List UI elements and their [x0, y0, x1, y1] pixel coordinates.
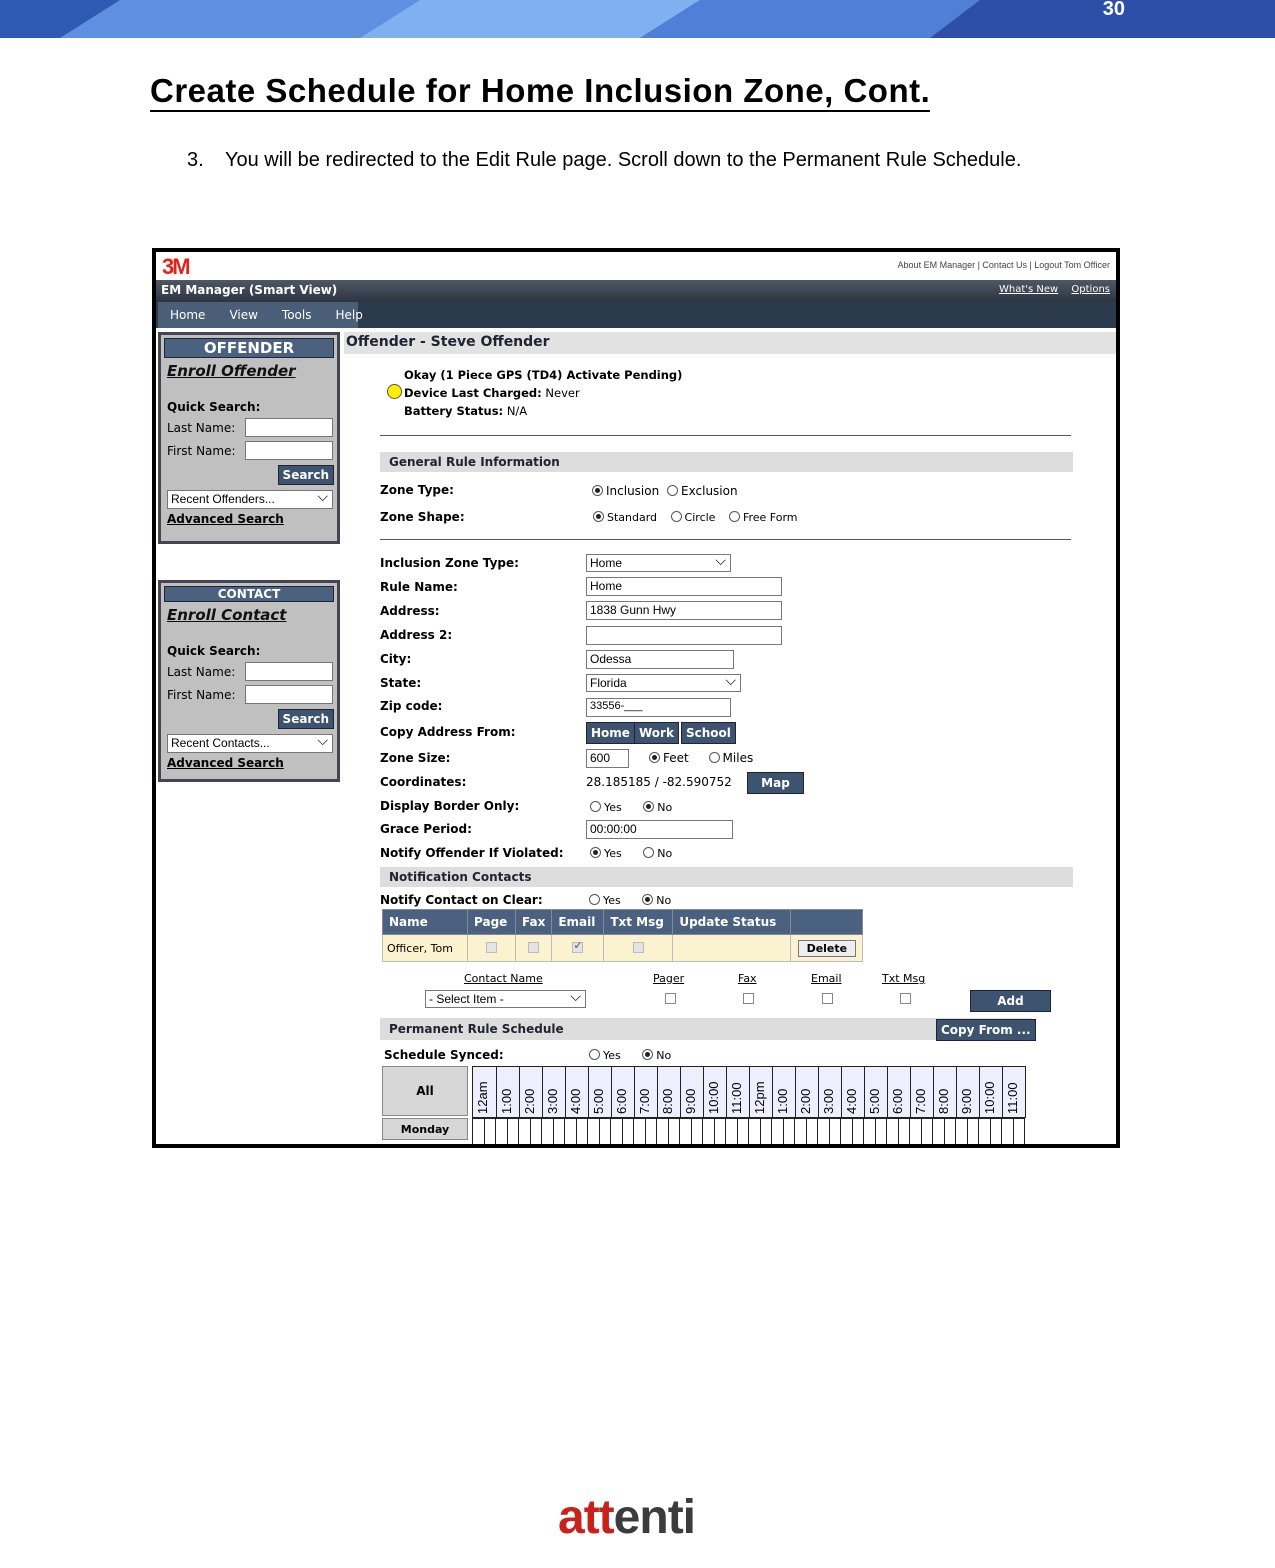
- col-actions: [791, 910, 863, 935]
- add-email-header: Email: [811, 972, 842, 985]
- schedule-slot[interactable]: [726, 1118, 738, 1148]
- notification-contacts-header: Notification Contacts: [380, 867, 1073, 887]
- battery-value: N/A: [506, 404, 528, 418]
- hour-label: 8:00: [660, 1088, 675, 1114]
- contact-select[interactable]: - Select Item - ⌵: [425, 990, 586, 1008]
- logo-part-a: att: [558, 1491, 614, 1544]
- add-fax-checkbox[interactable]: [743, 993, 754, 1004]
- app-screenshot: [152, 248, 1120, 1148]
- add-contact-button[interactable]: Add: [970, 990, 1051, 1012]
- hour-header[interactable]: [933, 1067, 956, 1117]
- hour-header[interactable]: [565, 1067, 588, 1117]
- schedule-slot[interactable]: [968, 1118, 980, 1148]
- copy-school-button[interactable]: School: [681, 722, 736, 744]
- copy-work-button[interactable]: Work: [634, 722, 679, 744]
- hour-header[interactable]: [795, 1067, 818, 1117]
- schedule-slot[interactable]: [611, 1118, 623, 1148]
- page-number: 30: [1102, 0, 1125, 20]
- contacts-table: [382, 909, 863, 962]
- synced-yes-radio[interactable]: [589, 1049, 600, 1060]
- hour-header[interactable]: [956, 1067, 979, 1117]
- txt-cell: [604, 935, 673, 962]
- copy-from-button[interactable]: Copy From ...: [936, 1019, 1036, 1041]
- notify-clear-options: [589, 894, 671, 907]
- hour-header[interactable]: [657, 1067, 680, 1117]
- delete-cell: [791, 935, 863, 962]
- schedule-slot[interactable]: [991, 1118, 1003, 1148]
- hour-header[interactable]: [634, 1067, 657, 1117]
- schedule-slot[interactable]: [600, 1118, 612, 1148]
- select-all-button[interactable]: All: [382, 1066, 468, 1116]
- contact-first-name-label: First Name:: [167, 687, 236, 702]
- col-update-status: Update Status: [673, 910, 791, 935]
- schedule-slot[interactable]: [956, 1118, 968, 1148]
- hour-label: 2:00: [522, 1088, 537, 1114]
- hour-label: 5:00: [867, 1088, 882, 1114]
- notify-clear-label: Notify Contact on Clear:: [380, 893, 543, 907]
- step-text: You will be redirected to the Edit Rule page. Scroll down to the Permanent Rule Schedule.: [225, 149, 1022, 171]
- rule-name-label: Rule Name:: [380, 580, 458, 594]
- schedule-slot[interactable]: [554, 1118, 566, 1148]
- offender-search-button[interactable]: Search: [278, 465, 334, 485]
- schedule-slot[interactable]: [496, 1118, 508, 1148]
- schedule-slot[interactable]: [922, 1118, 934, 1148]
- hour-label: 12am: [475, 1081, 490, 1114]
- hour-label: 3:00: [545, 1088, 560, 1114]
- hour-label: 10:00: [982, 1081, 997, 1114]
- hour-label: 8:00: [936, 1088, 951, 1114]
- hour-header[interactable]: [749, 1067, 772, 1117]
- page-header-banner: [0, 0, 1275, 38]
- shape-freeform-radio[interactable]: [729, 511, 740, 522]
- schedule-slot[interactable]: [715, 1118, 727, 1148]
- schedule-slot[interactable]: [703, 1118, 715, 1148]
- quick-search-label: Quick Search:: [167, 400, 261, 414]
- schedule-slot[interactable]: [772, 1118, 784, 1148]
- notify-yes-radio[interactable]: [590, 847, 601, 858]
- no-label: No: [656, 894, 672, 907]
- schedule-slot[interactable]: [473, 1118, 485, 1148]
- clear-no-radio[interactable]: [642, 894, 653, 905]
- feet-label: Feet: [663, 751, 689, 765]
- contact-last-name-label: Last Name:: [167, 664, 236, 679]
- hour-header[interactable]: [841, 1067, 864, 1117]
- coordinates-value: 28.185185 / -82.590752: [586, 775, 732, 789]
- add-pager-checkbox[interactable]: [665, 993, 676, 1004]
- clear-yes-radio[interactable]: [589, 894, 600, 905]
- hour-header[interactable]: [473, 1067, 496, 1117]
- coordinates-label: Coordinates:: [380, 775, 467, 789]
- shape-standard-radio[interactable]: [593, 511, 604, 522]
- col-page: Page: [468, 910, 516, 935]
- add-txt-checkbox[interactable]: [900, 993, 911, 1004]
- col-txt-msg: Txt Msg: [604, 910, 673, 935]
- attenti-logo: [558, 1490, 695, 1545]
- hour-header[interactable]: [864, 1067, 887, 1117]
- schedule-slot[interactable]: [669, 1118, 681, 1148]
- hour-label: 4:00: [568, 1088, 583, 1114]
- zone-type-exclusion-radio[interactable]: [667, 485, 678, 496]
- last-name-row: [167, 418, 334, 437]
- city-label: City:: [380, 652, 412, 666]
- no-label: No: [657, 801, 673, 814]
- schedule-slot[interactable]: [853, 1118, 865, 1148]
- delete-button[interactable]: Delete: [798, 940, 857, 957]
- first-name-label: First Name:: [167, 443, 236, 458]
- schedule-slot[interactable]: [680, 1118, 692, 1148]
- hour-label: 2:00: [798, 1088, 813, 1114]
- add-pager-header: Pager: [653, 972, 685, 985]
- zone-type-inclusion-radio[interactable]: [592, 485, 603, 496]
- copy-from-label: Copy Address From:: [380, 725, 516, 739]
- schedule-slot[interactable]: [749, 1118, 761, 1148]
- app-topbar: [156, 252, 1116, 280]
- schedule-slot[interactable]: [945, 1118, 957, 1148]
- hour-label: 1:00: [775, 1088, 790, 1114]
- miles-label: Miles: [722, 751, 754, 765]
- zip-input[interactable]: 33556-___: [586, 698, 731, 717]
- schedule-slot[interactable]: [634, 1118, 646, 1148]
- col-fax: Fax: [516, 910, 552, 935]
- charged-value: Never: [545, 386, 580, 400]
- status-indicator-icon: [387, 384, 402, 399]
- hour-header[interactable]: [910, 1067, 933, 1117]
- schedule-slot[interactable]: [899, 1118, 911, 1148]
- standard-label: Standard: [607, 511, 658, 524]
- update-status-cell: [673, 935, 791, 962]
- schedule-slot[interactable]: [738, 1118, 750, 1148]
- last-name-label: Last Name:: [167, 420, 236, 435]
- contact-first-name-row: [167, 685, 334, 704]
- border-no-radio[interactable]: [643, 801, 654, 812]
- schedule-slot[interactable]: [795, 1118, 807, 1148]
- monday-slots: [472, 1118, 1025, 1148]
- hour-label: 7:00: [913, 1088, 928, 1114]
- divider: [380, 435, 1071, 436]
- copy-home-button[interactable]: Home: [586, 722, 635, 744]
- state-label: State:: [380, 676, 422, 690]
- contact-quick-search-label: Quick Search:: [167, 644, 261, 658]
- hour-header[interactable]: [680, 1067, 703, 1117]
- zip-label: Zip code:: [380, 699, 443, 713]
- page-checkbox[interactable]: [486, 942, 497, 953]
- zone-shape-options: [593, 511, 798, 524]
- notify-offender-options: [590, 847, 672, 860]
- hour-header[interactable]: [542, 1067, 565, 1117]
- hour-header[interactable]: [1002, 1067, 1025, 1117]
- schedule-slot[interactable]: [1014, 1118, 1026, 1148]
- city-input[interactable]: Odessa: [586, 650, 734, 669]
- schedule-slot[interactable]: [910, 1118, 922, 1148]
- rule-name-input[interactable]: Home: [586, 577, 782, 596]
- schedule-slot[interactable]: [761, 1118, 773, 1148]
- contact-search-button[interactable]: Search: [278, 709, 334, 729]
- schedule-slot[interactable]: [577, 1118, 589, 1148]
- hour-header[interactable]: [496, 1067, 519, 1117]
- display-border-options: [590, 801, 672, 814]
- email-cell: [552, 935, 604, 962]
- schedule-slot[interactable]: [565, 1118, 577, 1148]
- no-label: No: [656, 1049, 672, 1062]
- schedule-slot[interactable]: [646, 1118, 658, 1148]
- options-link[interactable]: Options: [1071, 284, 1110, 295]
- zone-type-options: [592, 484, 738, 498]
- offender-panel-header: OFFENDER: [164, 338, 334, 358]
- yes-label: Yes: [604, 847, 622, 860]
- schedule-slot[interactable]: [876, 1118, 888, 1148]
- hour-headers: [472, 1066, 1026, 1118]
- hour-header[interactable]: [818, 1067, 841, 1117]
- offender-last-name-input[interactable]: [245, 418, 333, 437]
- status-line: Okay (1 Piece GPS (TD4) Activate Pending): [404, 368, 683, 382]
- hour-header[interactable]: [519, 1067, 542, 1117]
- col-email: Email: [552, 910, 604, 935]
- synced-no-radio[interactable]: [642, 1049, 653, 1060]
- main-content: [344, 332, 1116, 907]
- zone-shape-label: Zone Shape:: [380, 510, 465, 524]
- add-email-checkbox[interactable]: [822, 993, 833, 1004]
- app-titlebar: [156, 280, 1116, 302]
- contact-last-name-input[interactable]: [245, 662, 333, 681]
- schedule-slot[interactable]: [807, 1118, 819, 1148]
- units-feet-radio[interactable]: [649, 752, 660, 763]
- recent-contacts-select[interactable]: Recent Contacts... ⌵: [167, 734, 333, 753]
- hour-label: 11:00: [729, 1082, 744, 1114]
- top-links[interactable]: About EM Manager | Contact Us | Logout Tom Officer: [897, 260, 1110, 270]
- hour-label: 9:00: [959, 1088, 974, 1114]
- hour-label: 3:00: [821, 1088, 836, 1114]
- display-border-label: Display Border Only:: [380, 799, 520, 813]
- exclusion-label: Exclusion: [681, 484, 738, 498]
- border-yes-radio[interactable]: [590, 801, 601, 812]
- free-form-label: Free Form: [742, 511, 798, 524]
- contact-panel-header: CONTACT: [164, 586, 334, 602]
- hour-label: 10:00: [706, 1081, 721, 1114]
- schedule-slot[interactable]: [542, 1118, 554, 1148]
- offender-header: Offender - Steve Offender: [344, 332, 1116, 354]
- col-name: Name: [383, 910, 468, 935]
- schedule-synced-options: [589, 1049, 671, 1062]
- address-label: Address:: [380, 604, 440, 618]
- general-rule-header: General Rule Information: [380, 452, 1073, 472]
- add-fax-header: Fax: [738, 972, 757, 985]
- units-miles-radio[interactable]: [709, 752, 720, 763]
- state-select[interactable]: Florida ⌵: [586, 674, 741, 692]
- zone-size-label: Zone Size:: [380, 751, 451, 765]
- schedule-slot[interactable]: [818, 1118, 830, 1148]
- schedule-slot[interactable]: [508, 1118, 520, 1148]
- zone-size-input[interactable]: 600: [586, 749, 629, 768]
- yes-label: Yes: [603, 894, 621, 907]
- permanent-schedule-header: Permanent Rule Schedule: [380, 1018, 1032, 1040]
- zone-type-label: Zone Type:: [380, 483, 454, 497]
- inclusion-label: Inclusion: [606, 484, 660, 498]
- menu: [158, 302, 363, 328]
- first-name-row: [167, 441, 334, 460]
- email-checkbox[interactable]: [572, 942, 583, 953]
- schedule-slot[interactable]: [588, 1118, 600, 1148]
- grace-period-input[interactable]: 00:00:00: [586, 820, 733, 839]
- app-title: EM Manager (Smart View): [161, 283, 338, 297]
- offender-first-name-input[interactable]: [245, 441, 333, 460]
- enroll-offender-link[interactable]: Enroll Offender: [167, 362, 296, 380]
- hour-header[interactable]: [979, 1067, 1002, 1117]
- menu-view[interactable]: View: [229, 308, 258, 322]
- schedule-slot[interactable]: [519, 1118, 531, 1148]
- notify-no-radio[interactable]: [643, 847, 654, 858]
- txt-checkbox[interactable]: [633, 942, 644, 953]
- divider: [380, 539, 1071, 540]
- table-row: [383, 935, 863, 962]
- inclusion-zone-type-select[interactable]: Home ⌵: [586, 554, 731, 572]
- page-title: Create Schedule for Home Inclusion Zone, Cont.: [150, 72, 930, 112]
- hour-label: 12pm: [752, 1081, 767, 1114]
- map-button[interactable]: Map: [747, 772, 804, 794]
- schedule-slot[interactable]: [531, 1118, 543, 1148]
- menu-help[interactable]: Help: [335, 308, 363, 322]
- hour-header[interactable]: [772, 1067, 795, 1117]
- hour-header[interactable]: [703, 1067, 726, 1117]
- 3m-logo: 3M: [162, 254, 189, 279]
- hour-label: 6:00: [890, 1088, 905, 1114]
- schedule-slot[interactable]: [623, 1118, 635, 1148]
- enroll-contact-link[interactable]: Enroll Contact: [167, 606, 287, 624]
- shape-circle-radio[interactable]: [671, 511, 682, 522]
- circle-label: Circle: [684, 511, 716, 524]
- whats-new-link[interactable]: What's New: [998, 284, 1059, 295]
- fax-cell: [516, 935, 552, 962]
- schedule-slot[interactable]: [933, 1118, 945, 1148]
- instruction-step: [187, 145, 1045, 175]
- hour-label: 1:00: [499, 1088, 514, 1114]
- contact-name-cell: Officer, Tom: [383, 935, 468, 962]
- address2-input[interactable]: [586, 626, 782, 645]
- table-header: [383, 910, 863, 935]
- schedule-slot[interactable]: [692, 1118, 704, 1148]
- offender-panel: [158, 332, 340, 544]
- contact-panel: [158, 580, 340, 782]
- schedule-synced-label: Schedule Synced:: [384, 1048, 504, 1062]
- address-input[interactable]: 1838 Gunn Hwy: [586, 601, 782, 620]
- zone-size-units: [649, 751, 753, 765]
- title-links: [989, 284, 1110, 295]
- schedule-slot[interactable]: [979, 1118, 991, 1148]
- schedule-slot[interactable]: [784, 1118, 796, 1148]
- fax-checkbox[interactable]: [528, 942, 539, 953]
- hour-label: 5:00: [591, 1088, 606, 1114]
- schedule-slot[interactable]: [830, 1118, 842, 1148]
- hour-label: 9:00: [683, 1088, 698, 1114]
- contact-advanced-search-link[interactable]: Advanced Search: [167, 756, 284, 770]
- day-monday[interactable]: Monday: [382, 1118, 468, 1140]
- yes-label: Yes: [604, 801, 622, 814]
- contact-last-name-row: [167, 662, 334, 681]
- step-number: 3.: [187, 149, 204, 171]
- add-txt-msg-header: Txt Msg: [882, 972, 926, 985]
- schedule-slot[interactable]: [841, 1118, 853, 1148]
- schedule-slot[interactable]: [657, 1118, 669, 1148]
- hour-header[interactable]: [887, 1067, 910, 1117]
- hour-header[interactable]: [588, 1067, 611, 1117]
- address2-label: Address 2:: [380, 628, 453, 642]
- inclusion-zone-type-label: Inclusion Zone Type:: [380, 556, 519, 570]
- offender-advanced-search-link[interactable]: Advanced Search: [167, 512, 284, 526]
- recent-offenders-select[interactable]: Recent Offenders... ⌵: [167, 490, 333, 509]
- hour-header[interactable]: [611, 1067, 634, 1117]
- device-status: [404, 366, 682, 420]
- hour-label: 4:00: [844, 1088, 859, 1114]
- yes-label: Yes: [603, 1049, 621, 1062]
- hour-label: 6:00: [614, 1088, 629, 1114]
- contact-first-name-input[interactable]: [245, 685, 333, 704]
- battery-label: Battery Status:: [404, 404, 504, 418]
- notify-offender-label: Notify Offender If Violated:: [380, 846, 564, 860]
- page-cell: [468, 935, 516, 962]
- schedule-slot[interactable]: [864, 1118, 876, 1148]
- hour-label: 7:00: [637, 1088, 652, 1114]
- schedule-slot[interactable]: [485, 1118, 497, 1148]
- hour-label: 11:00: [1005, 1082, 1020, 1114]
- banner-graphic: [0, 0, 1275, 38]
- menu-bar: [156, 302, 1116, 328]
- menu-home[interactable]: Home: [170, 308, 206, 322]
- add-contact-name-header: Contact Name: [464, 972, 543, 985]
- charged-label: Device Last Charged:: [404, 386, 542, 400]
- schedule-slot[interactable]: [1002, 1118, 1014, 1148]
- logo-part-b: enti: [613, 1491, 696, 1544]
- schedule-slot[interactable]: [887, 1118, 899, 1148]
- menu-tools[interactable]: Tools: [281, 308, 312, 322]
- grace-period-label: Grace Period:: [380, 822, 472, 836]
- hour-header[interactable]: [726, 1067, 749, 1117]
- no-label: No: [657, 847, 673, 860]
